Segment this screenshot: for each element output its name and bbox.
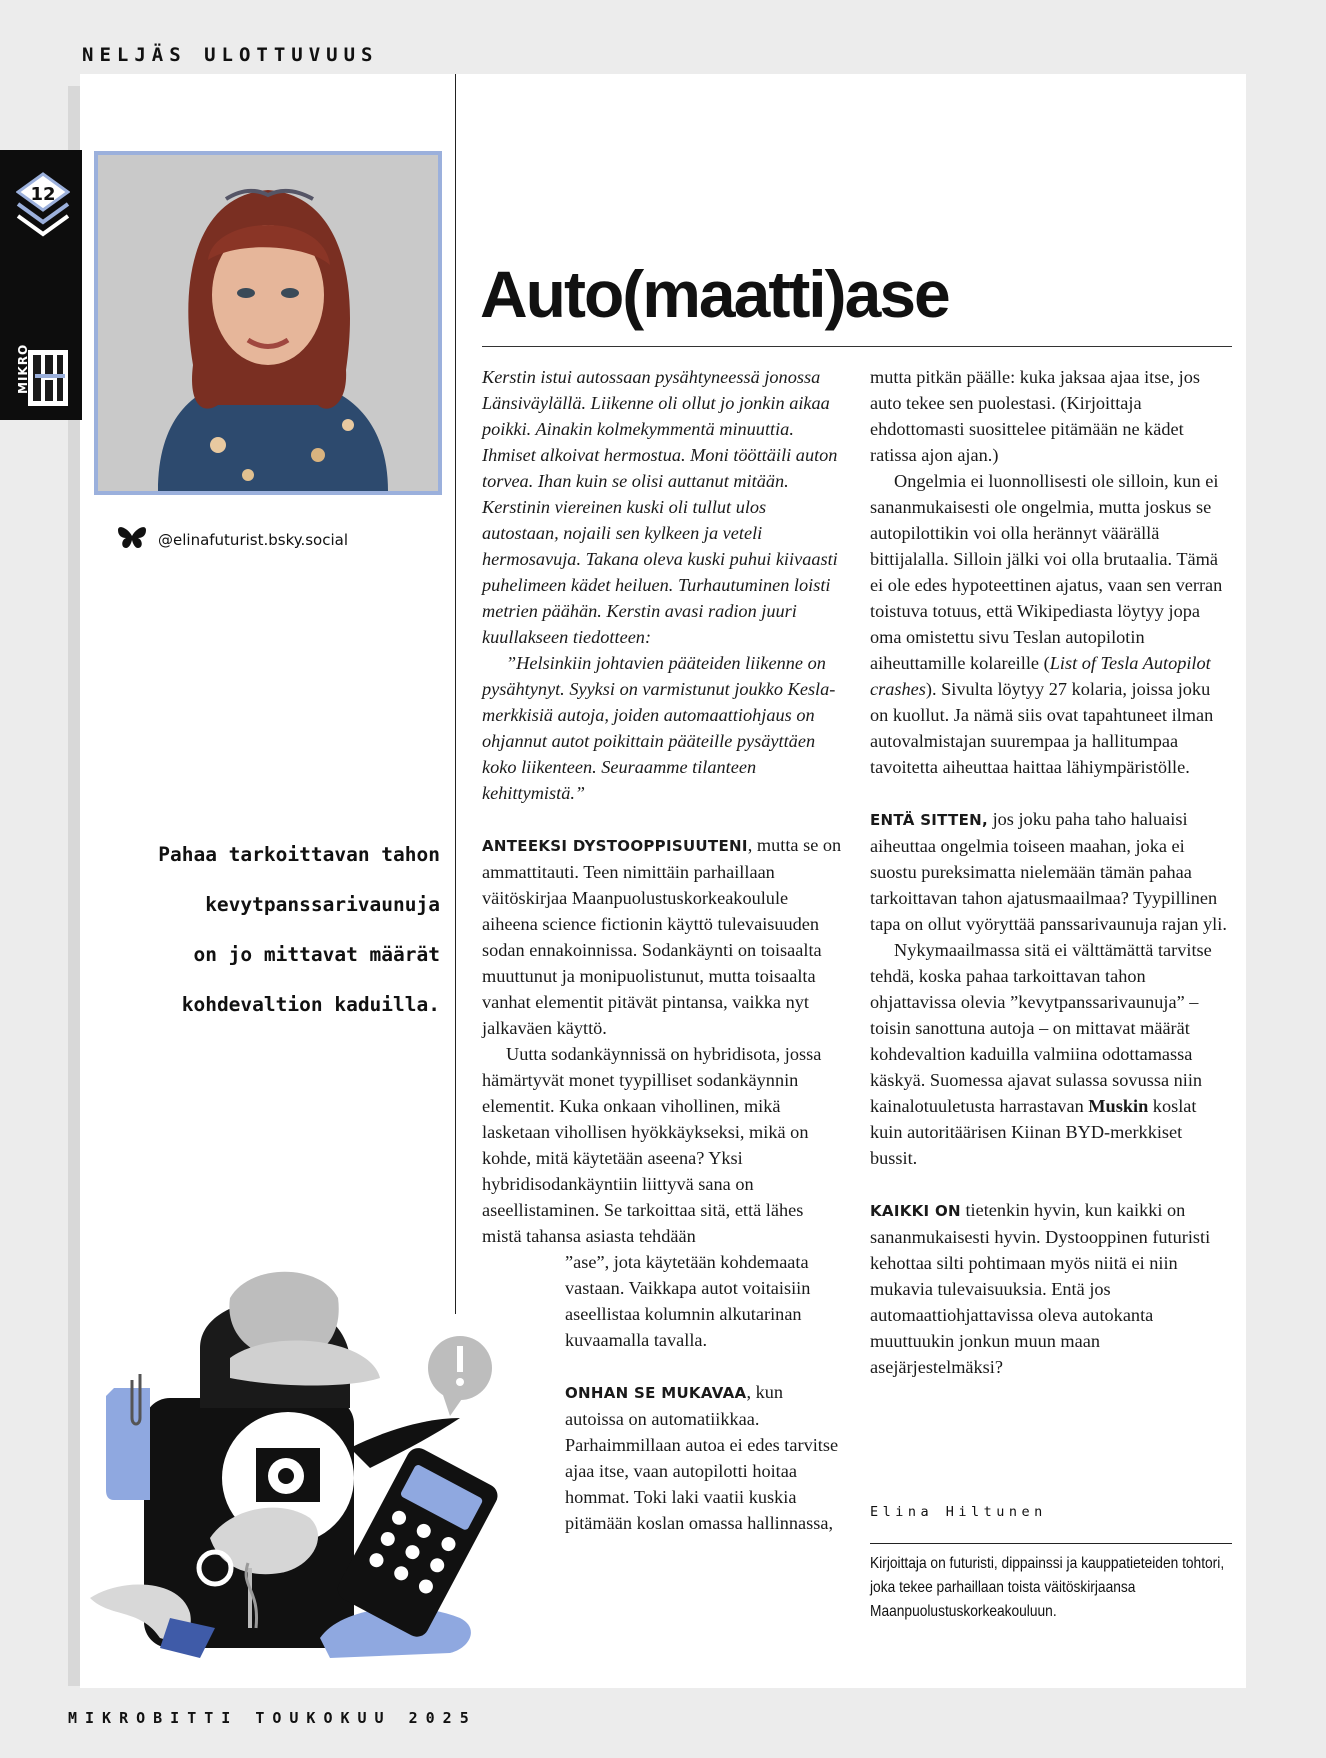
section-header: NELJÄS ULOTTUVUUS [82,44,379,66]
bold-name: Muskin [1088,1096,1149,1116]
section-text: , kun autoissa on automatiikkaa. Parhaimmillaan autoa ei edes tarvitse ajaa itse, vaan autopilotti hoitaa hommat. Toki laki vaatii kuskia pitämään koslan omassa hallinnassa, [565,1382,839,1533]
body-paragraph [870,468,1232,780]
social-handle [116,524,348,556]
article-column-2 [870,364,1232,1380]
body-text: Ongelmia ei luonnollisesti ole silloin, kun ei sananmukaisesti ole ongelmia, mutta joskus se autopilottikin voi olla herännyt väärällä bittijalalla. Silloin jälki voi olla brutaalia. Tämä ei ole edes hypoteettinen ajatus, vaan sen verran toistuva totuus, että Wikipediasta löytyy jopa oma omistettu sivu Teslan autopilotin aiheuttamille kolareille ( [870,471,1223,673]
byline: Elina Hiltunen [870,1504,1047,1520]
section-text: jos joku paha taho haluaisi aiheuttaa ongelmia toiseen maahan, joka ei suostu pureksimatta nielemään tämän pahaa tarkoittavan tahon ajatusmaailmaa? Tyypillinen tapa on ollut vyöryttää panssarivaunuja rajan yli. [870,809,1227,934]
author-bio: Kirjoittaja on futuristi, dippainssi ja kauppatieteiden tohtori, joka tekee parhaillaan toista väitöskirjaansa Maanpuolustuskorkeakouluun. [870,1555,1225,1620]
section-lead: KAIKKI ON [870,1202,961,1220]
bio-rule [870,1543,1232,1544]
section-paragraph [870,1197,1232,1380]
butterfly-icon [116,524,148,556]
section-paragraph [565,1379,844,1536]
page-number: 12 [30,184,56,205]
pullquote [118,830,440,1030]
body-paragraph-wrap: ”ase”, jota käytetään kohdemaata vastaan. Vaikkapa autot voitaisiin aseellistaa kolumnin alkutarinan kuvaamalla tavalla. [565,1252,811,1350]
article-title: Auto(maatti)ase [480,257,949,331]
column-divider [455,74,456,1314]
illustration [80,1268,540,1668]
pullquote-line: kohdevaltion kaduilla. [181,993,440,1016]
magazine-logo [14,343,70,406]
author-photo [94,151,442,495]
footer-issue: MIKROBITTI TOUKOKUU 2025 [68,1709,477,1727]
section-text: , mutta se on ammattitauti. Teen nimittäin parhaillaan väitöskirjaa Maanpuolustuskorkeakoulule aiheena science fictionin käyttö tulevaisuuden sodan ennakoinnissa. Sodankäynti on toisaalta muuttunut ja monipuolistunut, mutta toisaalta vanhat elementit pitävät pintansa, vaikka nyt jalkaväen käyttö. [482,835,842,1038]
section-lead: ANTEEKSI DYSTOOPPISUUTENI [482,837,748,855]
pullquote-line: on jo mittavat määrät [193,943,440,966]
body-text: Nykymaailmassa sitä ei välttämättä tarvitse tehdä, koska pahaa tarkoittavan tahon ohjattavissa olevia ”kevytpanssarivaunuja” – toisin sanottuna autoja – on mittavat määrät kohdevaltion kaduilla valmiina odottamassa käskyä. Suomessa ajavat sulassa sovussa niin kainalotuuletusta harrastavan [870,940,1212,1116]
logo-text: MIKRO [16,343,30,394]
body-paragraph: Uutta sodankäynnissä on hybridisota, jossa hämärtyvät monet tyypilliset sodankäynnin elementit. Kuka onkaan vihollinen, mikä lasketaan vihollisen hyökkäykseksi, mikä on kohde, mitä käytetään aseena? Yksi hybridisodankäyntiin liittyvä sana on aseellistaminen. Se tarkoittaa sitä, että lähes mistä tahansa asiasta tehdään [482,1044,822,1246]
wiki-page-title: List of Tesla Autopilot crashes [870,653,1211,699]
section-paragraph [482,832,844,1041]
page-number-badge [16,172,70,238]
pullquote-line: kevytpanssarivaunuja [205,893,440,916]
body-text: ). Sivulta löytyy 27 kolaria, joissa joku on kuollut. Ja nämä siis ovat tapahtuneet ilman autovalmistajan suurempaa ja hallitumpaa tavoitetta aiheuttaa haittaa lähiympäristölle. [870,679,1214,777]
handle-text: @elinafuturist.bsky.social [158,531,348,549]
body-text: koslat kuin autoritäärisen Kiinan BYD-merkkiset bussit. [870,1096,1197,1168]
section-lead: ONHAN SE MUKAVAA [565,1384,747,1402]
side-tab [0,150,82,420]
section-paragraph [870,806,1232,937]
title-rule [482,346,1232,347]
body-paragraph: mutta pitkän päälle: kuka jaksaa ajaa itse, jos auto tekee sen puolestasi. (Kirjoittaja ehdottomasti suosittelee pitämään ne kädet ratissa ajon ajan.) [870,367,1200,465]
body-paragraph [870,937,1232,1171]
intro-paragraph: Kerstin istui autossaan pysähtyneessä jonossa Länsiväylällä. Liikenne oli ollut jo jonkin aikaa poikki. Ainakin kolmekymmentä minuuttia. Ihmiset alkoivat hermostua. Moni tööttäili auton torvea. Ihan kuin se olisi auttanut mitään. Kerstinin viereinen kuski oli tullut ulos autostaan, nojaili sen kylkeen ja veteli hermosavuja. Takana oleva kuski puhui kiivaasti puhelimeen kädet heiluen. Turhautuminen loisti metrien päähän. Kerstin avasi radion juuri kuullakseen tiedotteen: [482,367,838,647]
section-text: tietenkin hyvin, kun kaikki on sananmukaisesti hyvin. Dystooppinen futuristi kehottaa silti pohtimaan myös niitä ei niin mukavia tulevaisuuksia. Entä jos automaattiohjattavissa oleva autokanta muuttuukin jonkun muun maan asejärjestelmäksi? [870,1200,1211,1377]
pullquote-line: Pahaa tarkoittavan tahon [158,843,440,866]
intro-quote: ”Helsinkiin johtavien pääteiden liikenne on pysähtynyt. Syyksi on varmistunut joukko Kesla-merkkisiä autoja, joiden automaattiohjaus on ohjannut autot poikittain pääteille pysäyttäen koko liikenteen. Seuraamme tilanteen kehittymistä.” [482,653,836,803]
section-lead: ENTÄ SITTEN, [870,811,988,829]
